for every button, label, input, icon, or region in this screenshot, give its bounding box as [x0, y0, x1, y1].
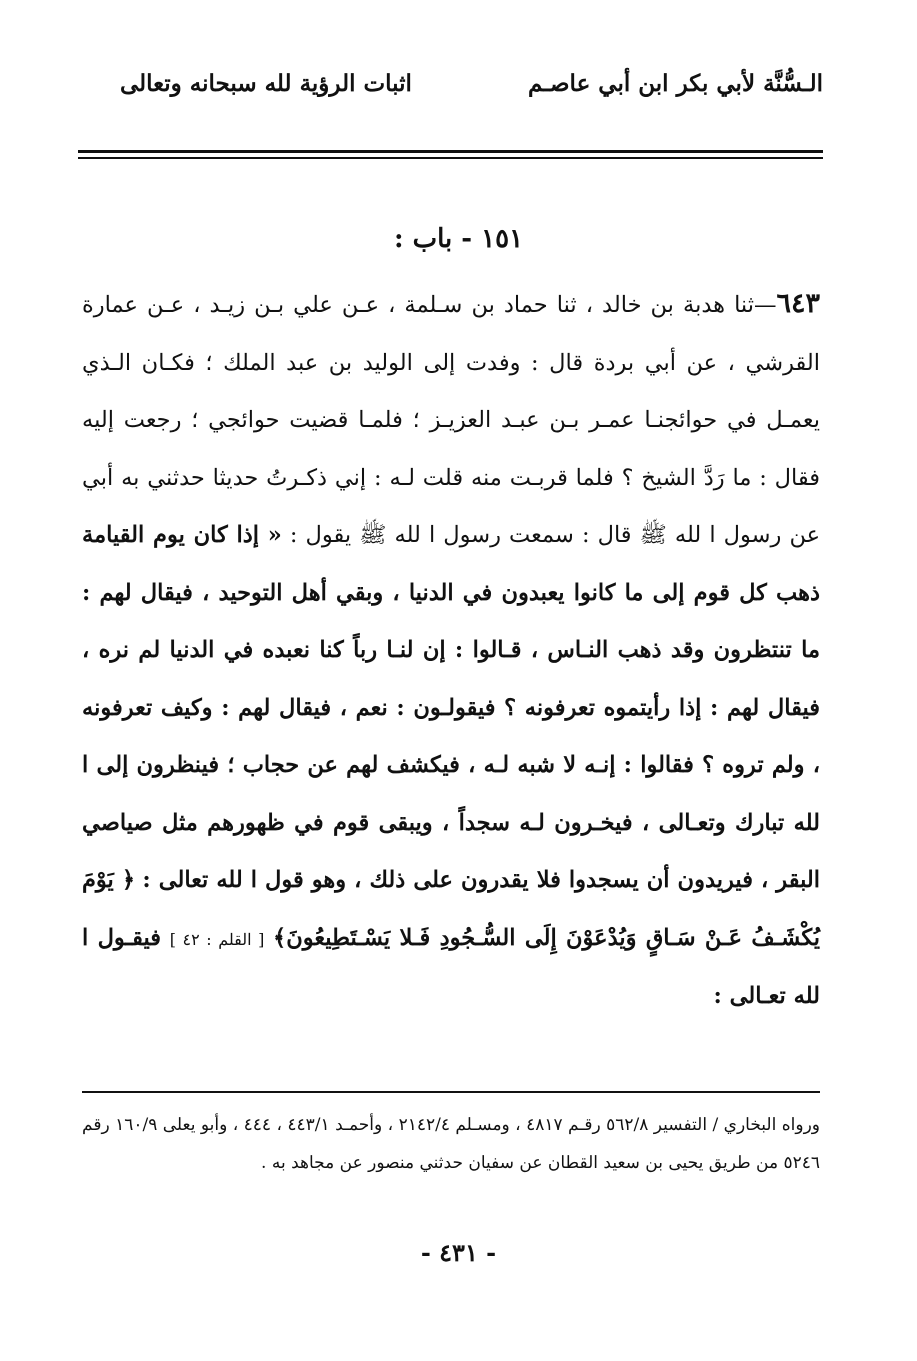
running-header [78, 70, 823, 110]
hadith-isnad: ثنا هدبة بن خالد ، ثنا حماد بن سـلمة ، عـن علي بـن زيـد ، عـن عمارة القرشي ، عن أبي بردة قال : وفدت إلى الوليد بن عبد الملك ؛ فكـان الـذي يعمـل في حوائجنـا عمـر بـن عبـد العزيـز ؛ فلمـا قضيت حوائجي ؛ رجعت إليه فقال : ما رَدَّ الشيخ ؟ فلما قربـت منه قلت لـه : إني ذكـرتُ حديثا حدثني به أبي عن رسول ا لله ﷺ قال : سمعت رسول ا لله ﷺ يقول : [82, 292, 821, 548]
page-number: - ٤٣١ - [420, 1238, 497, 1267]
book-title: الـسُّنَّة لأبي بكر ابن أبي عاصـم [527, 70, 823, 97]
footnote-rule [82, 1091, 820, 1093]
section-title: اثبات الرؤية لله سبحانه وتعالى [120, 70, 412, 97]
quran-verse: ﴿ يَوْمَ يُكْشَـفُ عَـنْ سَـاقٍ وَيُدْعَوْنَ إِلَى السُّـجُودِ فَـلا يَسْـتَطِيعُونَ﴾ [82, 867, 821, 951]
chapter-heading: ١٥١ - باب : [393, 224, 524, 254]
hadith-body [82, 275, 820, 1026]
header-rule-thick [78, 150, 823, 153]
hadith-dash: — [753, 292, 777, 318]
quran-reference: [ القلم : ٤٢ ] [169, 929, 265, 949]
hadith-continuation: فيقـول ا لله تعـالى : [82, 924, 820, 1009]
hadith-matn: « إذا كان يوم القيامة ذهب كل قوم إلى ما كانوا يعبدون في الدنيا ، وبقي أهل التوحيد ، فيقال لهم : ما تنتظرون وقد ذهب النـاس ، قـالوا : إن لنـا رباً كنا نعبده في الدنيا لم نره ، فيقال لهم : إذا رأيتموه تعرفونه ؟ فيقولـون : نعم ، فيقال لهم : وكيف تعرفونه ، ولم تروه ؟ فقالوا : إنـه لا شبه لـه ، فيكشف لهم عن حجاب ؛ فينظرون إلى ا لله تبارك وتعـالى ، فيخـرون لـه سجداً ، ويبقى قوم في ظهورهم مثل صياصي البقر ، فيريدون أن يسجدوا فلا يقدرون على ذلك ، وهو قول ا لله تعالى : [82, 522, 820, 893]
hadith-number: ٦٤٣ [776, 288, 820, 319]
header-rule-thin [78, 157, 823, 159]
footnote: ورواه البخاري / التفسير ٥٦٢/٨ رقـم ٤٨١٧ ، ومسـلم ٢١٤٢/٤ ، وأحمـد ٤٤٣/١ ، ٤٤٤ ، وأبو يعلى ١٦٠/٩ رقم ٥٢٤٦ من طريق يحيى بن سعيد القطان عن سفيان حدثني منصور عن مجاهد به . [82, 1115, 821, 1173]
